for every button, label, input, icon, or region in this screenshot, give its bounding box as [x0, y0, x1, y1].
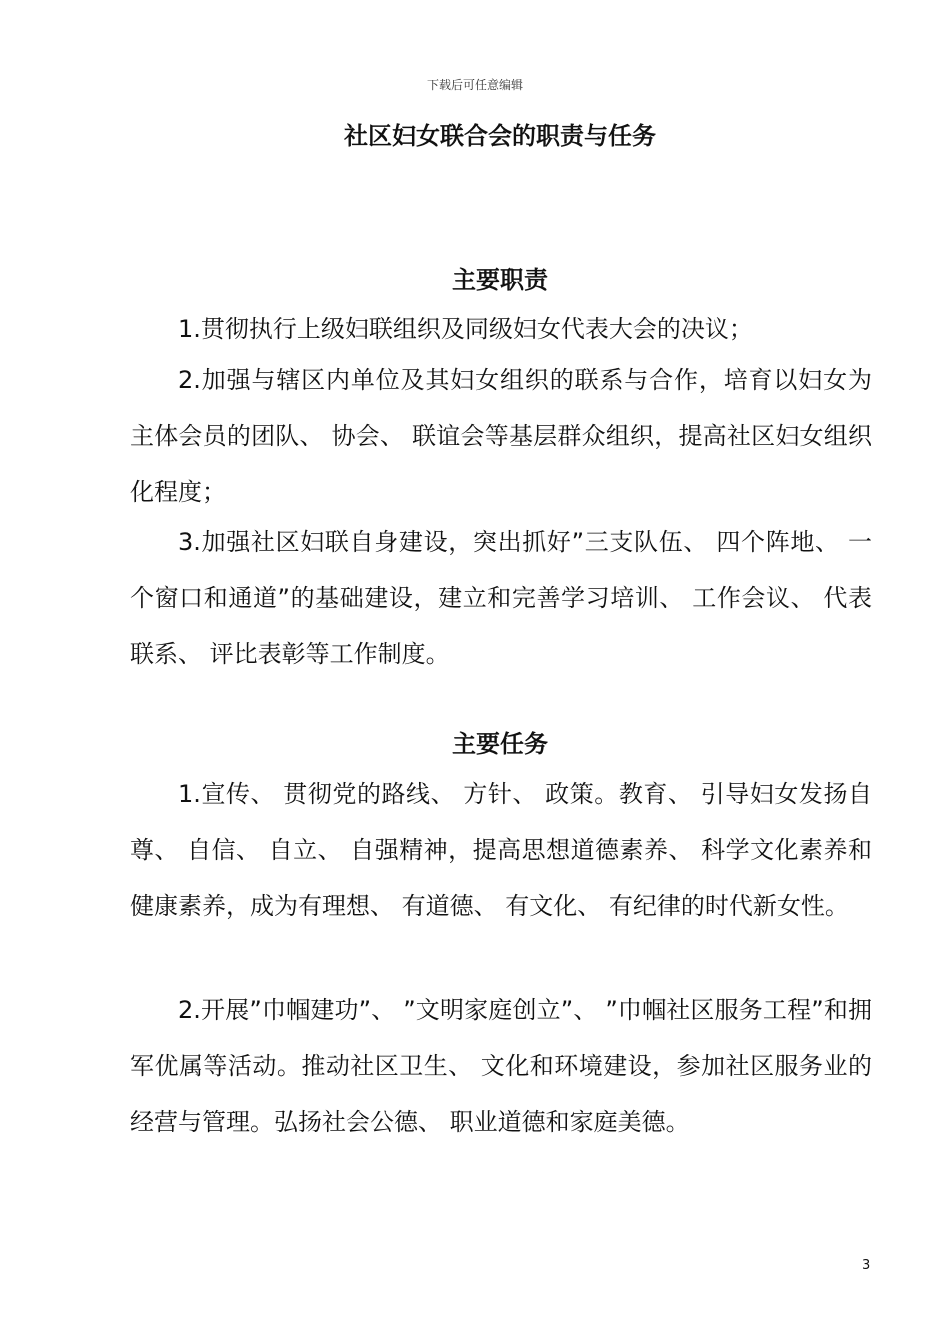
duty-item-3: 3.加强社区妇联自身建设，突出抓好”三支队伍、 四个阵地、 一个窗口和通道”的基础建设，建立和完善学习培训、 工作会议、 代表联系、 评比表彰等工作制度。	[130, 528, 872, 668]
duty-item-2: 2.加强与辖区内单位及其妇女组织的联系与合作，培育以妇女为主体会员的团队、 协会、 联谊会等基层群众组织，提高社区妇女组织化程度；	[130, 366, 872, 506]
duty-item-1: 1.贯彻执行上级妇联组织及同级妇女代表大会的决议；	[178, 315, 753, 343]
header-note: 下载后可任意编辑	[426, 78, 523, 92]
section-heading-tasks: 主要任务	[452, 730, 548, 758]
task-item-2: 2.开展”巾帼建功”、 ”文明家庭创立”、 ”巾帼社区服务工程”和拥军优属等活动。推动社区卫生、 文化和环境建设，参加社区服务业的经营与管理。弘扬社会公德、 职业道德和家庭美德。	[130, 996, 872, 1136]
task-item-1: 1.宣传、 贯彻党的路线、 方针、 政策。教育、 引导妇女发扬自尊、 自信、 自立、 自强精神，提高思想道德素养、 科学文化素养和健康素养，成为有理想、 有道德、 有文化、 有纪律的时代新女性。	[130, 780, 872, 920]
page-number: 3	[862, 1258, 871, 1273]
document-title: 社区妇女联合会的职责与任务	[344, 122, 656, 150]
section-heading-duties: 主要职责	[452, 266, 548, 294]
